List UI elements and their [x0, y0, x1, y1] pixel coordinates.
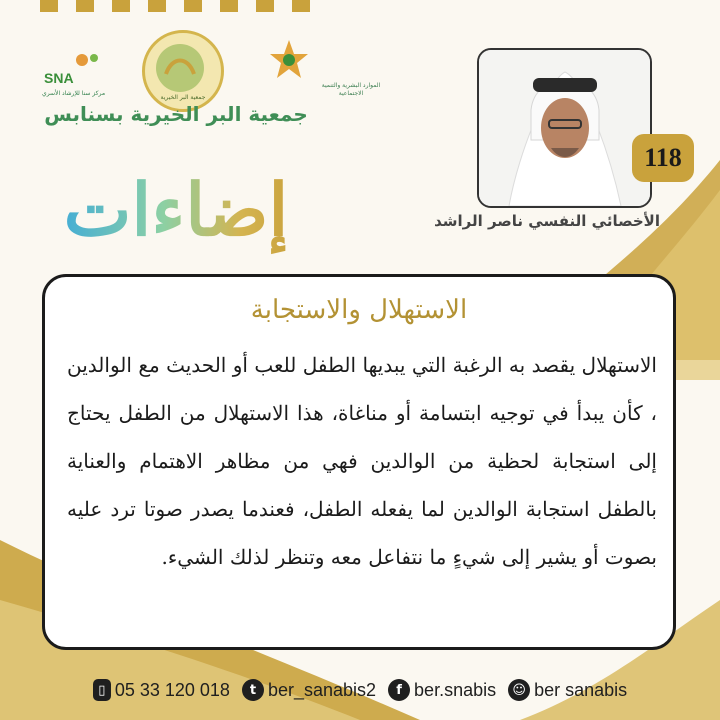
twitter-contact[interactable]: [242, 679, 376, 701]
phone-icon: ▯: [93, 679, 111, 701]
twitter-handle: ber_sanabis2: [267, 679, 377, 700]
phone-contact[interactable]: [93, 679, 230, 701]
author-photo: [477, 48, 652, 208]
author-portrait-icon: [479, 50, 650, 206]
sna-logo: [42, 50, 106, 102]
charity-seal: [142, 30, 224, 112]
snapchat-handle: ber sanabis: [534, 679, 628, 700]
author-name: الأخصائي النفسي ناصر الراشد: [434, 212, 660, 230]
facebook-handle: ber.snabis: [414, 679, 497, 700]
hr-ministry-logo: [258, 38, 381, 100]
facebook-contact[interactable]: [388, 679, 496, 701]
sna-logo-text: SNA: [44, 70, 74, 86]
facebook-icon: f: [388, 679, 410, 701]
snapchat-contact[interactable]: [508, 679, 627, 701]
contact-footer: [0, 672, 720, 708]
hr-ministry-logo-icon: [258, 67, 320, 86]
episode-badge: 118: [632, 134, 694, 182]
charity-seal-caption: جمعية البر الخيرية: [160, 94, 206, 101]
hr-ministry-caption: الموارد البشرية والتنمية الاجتماعية: [321, 82, 381, 97]
twitter-icon: t: [242, 679, 264, 701]
article-title: الاستهلال والاستجابة: [250, 295, 468, 325]
article-body: الاستهلال يقصد به الرغبة التي يبديها الطفل للعب أو الحديث مع الوالدين ، كأن يبدأ في توجيه ابتسامة أو مناغاة، هذا الاستهلال من الطفل يحتاج إلى استجابة لحظية من الوالدين فهي من مظاهر الاهتمام والعناية بالطفل استجابة الوالدين لما يفعله الطفل، فعندما يصدر صوتا ترد عليه بصوت أو يشير إلى شيءٍ ما نتفاعل معه وتنظر لذلك الشيء.: [67, 353, 657, 569]
article-card: [42, 274, 676, 650]
phone-number: 05 33 120 018: [114, 679, 230, 700]
sna-logo-caption: مركز سنا للإرشاد الأسري: [42, 90, 106, 97]
snapchat-icon: ☺: [508, 679, 530, 701]
organization-name: جمعية البر الخيرية بسنابس: [44, 102, 308, 126]
series-title: إضاءات: [46, 160, 306, 260]
